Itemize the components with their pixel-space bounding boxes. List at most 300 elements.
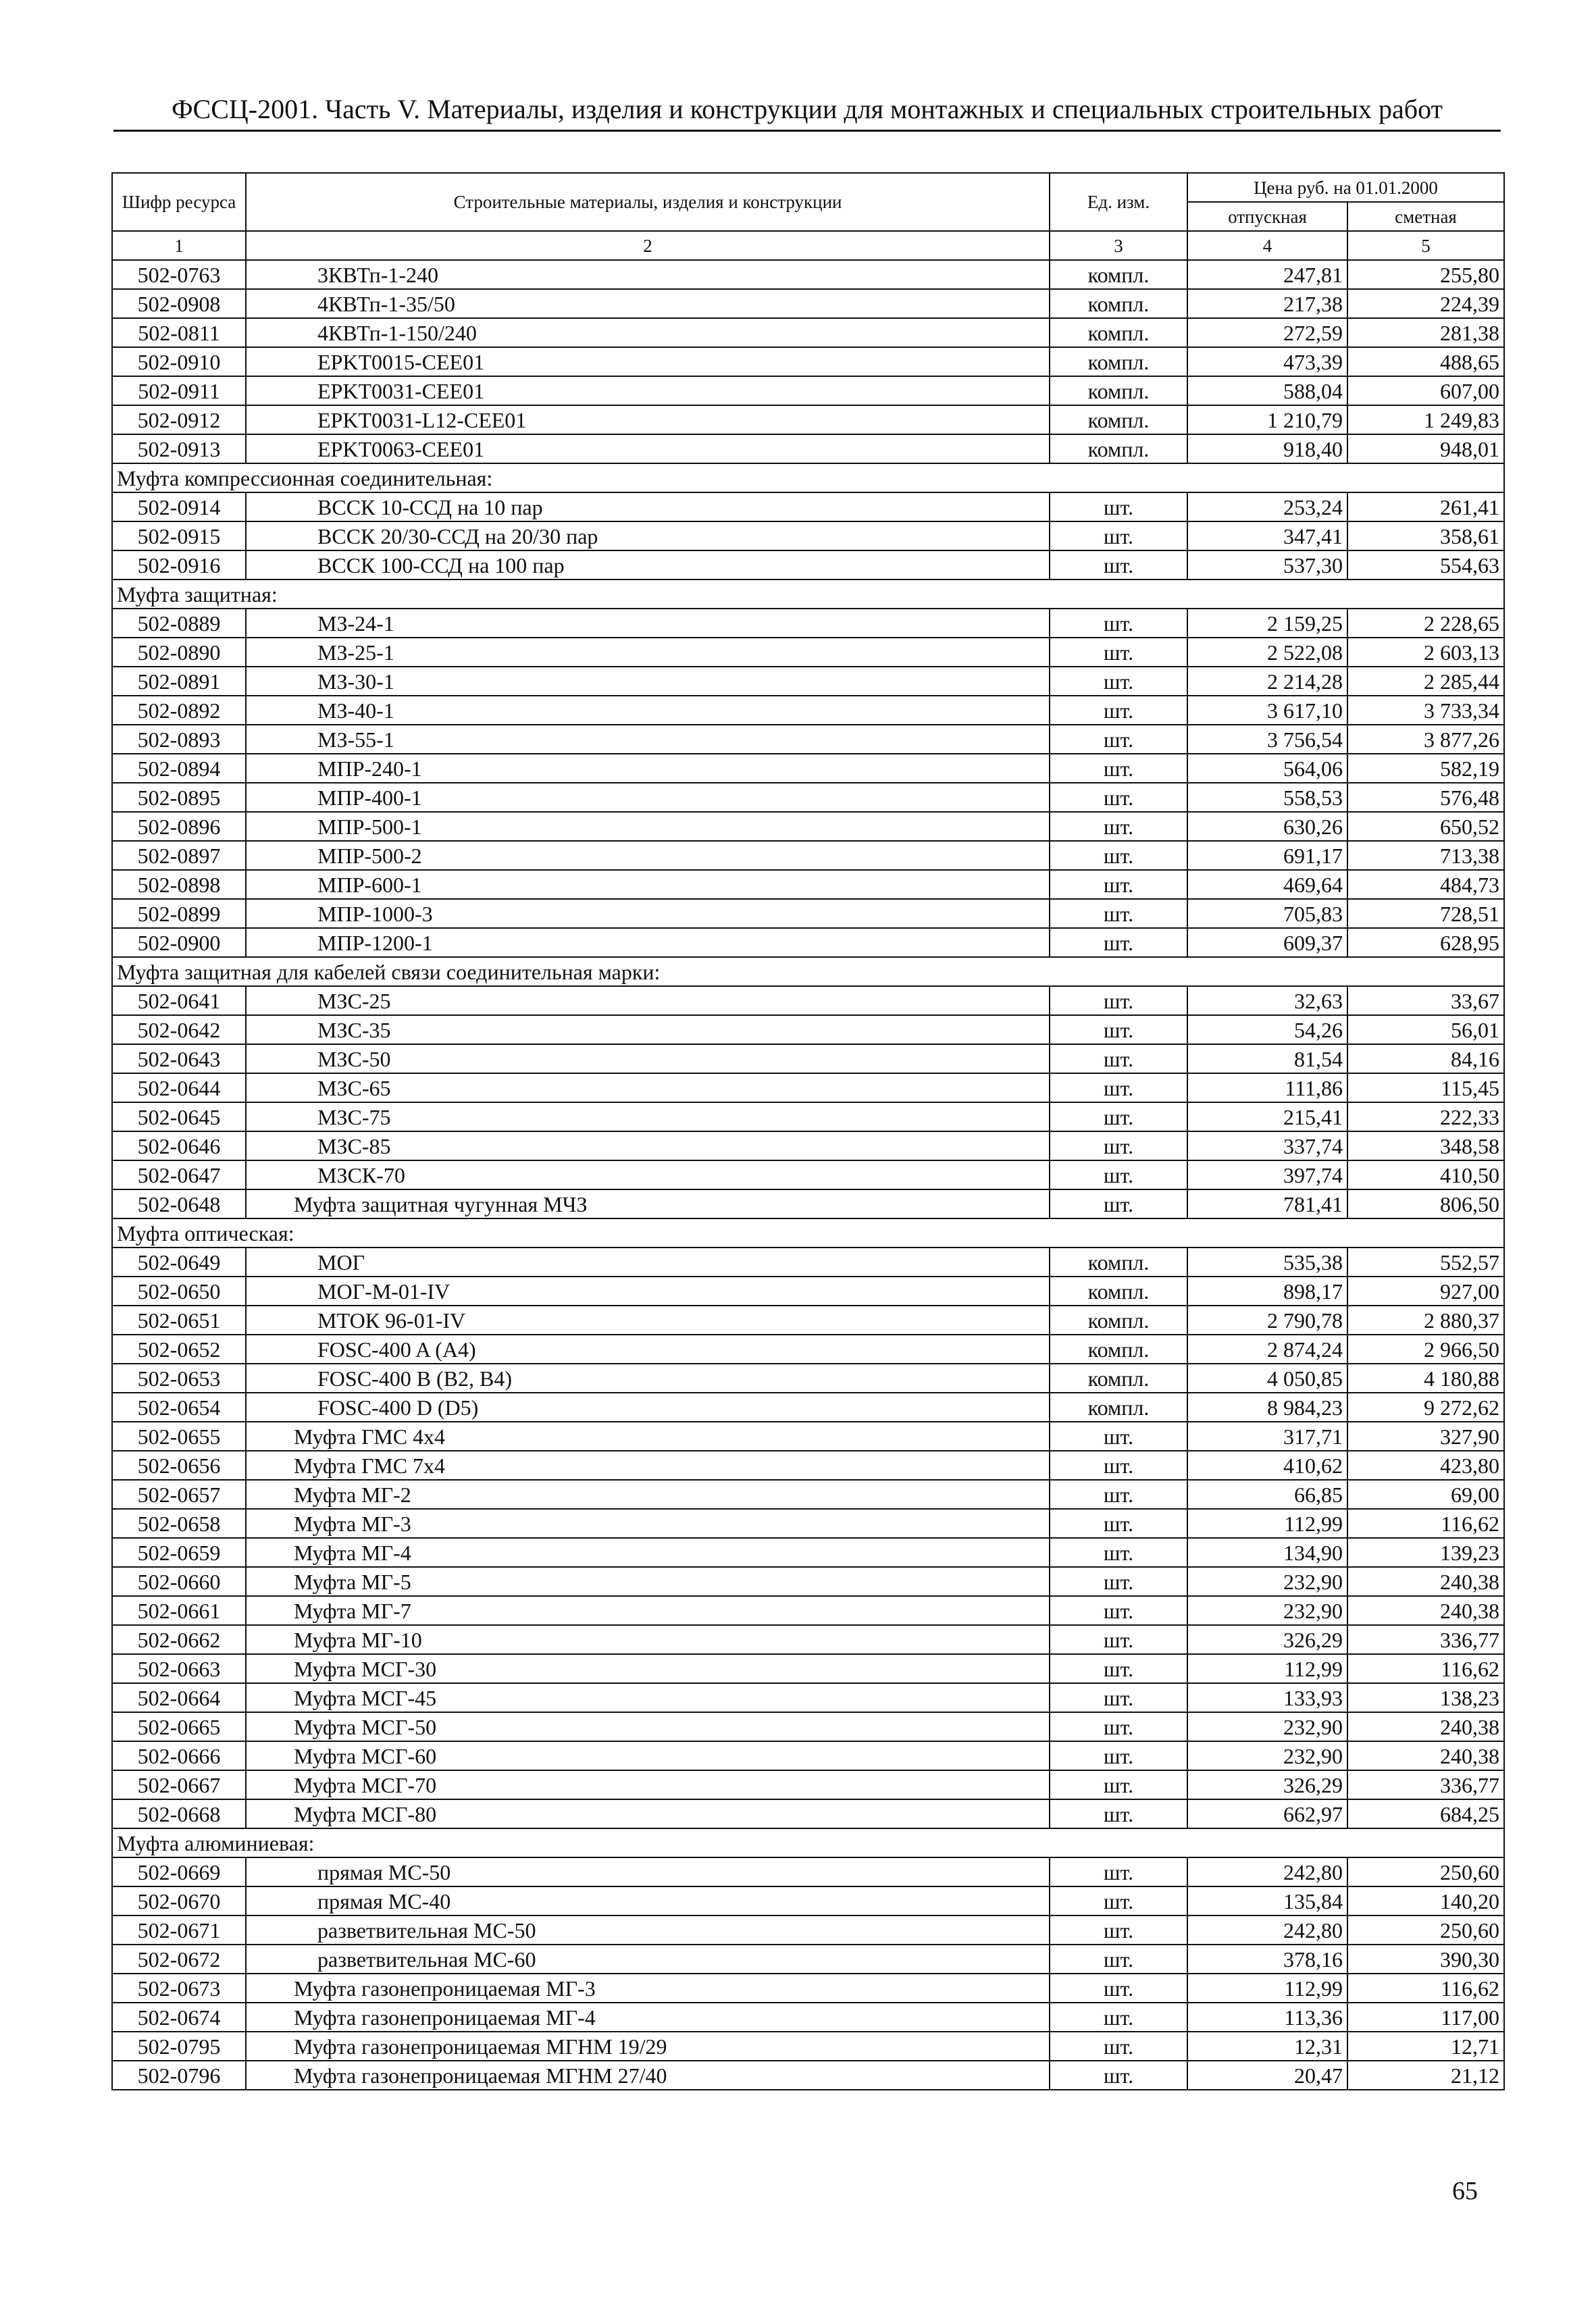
- estimate-price: 336,77: [1347, 1770, 1504, 1799]
- unit: шт.: [1050, 928, 1187, 957]
- resource-code: 502-0660: [112, 1567, 246, 1596]
- unit: шт.: [1050, 1741, 1187, 1770]
- material-name: Муфта МГ-2: [246, 1480, 1050, 1509]
- release-price: 337,74: [1187, 1131, 1347, 1160]
- release-price: 691,17: [1187, 841, 1347, 870]
- material-name: Муфта МГ-5: [246, 1567, 1050, 1596]
- estimate-price: 423,80: [1347, 1451, 1504, 1480]
- table-row: [112, 638, 1504, 667]
- table-row: [112, 1277, 1504, 1306]
- release-price: 2 522,08: [1187, 638, 1347, 667]
- resource-code: 502-0651: [112, 1306, 246, 1335]
- estimate-price: 576,48: [1347, 783, 1504, 812]
- estimate-price: 552,57: [1347, 1248, 1504, 1277]
- estimate-price: 327,90: [1347, 1422, 1504, 1451]
- material-name: МОГ: [246, 1248, 1050, 1277]
- estimate-price: 358,61: [1347, 521, 1504, 550]
- table-row: [112, 870, 1504, 899]
- material-name: прямая МС-50: [246, 1857, 1050, 1886]
- resource-code: 502-0665: [112, 1712, 246, 1741]
- table-row: [112, 289, 1504, 318]
- material-name: Муфта МГ-10: [246, 1625, 1050, 1654]
- resource-code: 502-0891: [112, 667, 246, 696]
- resource-code: 502-0899: [112, 899, 246, 928]
- table-row: [112, 2032, 1504, 2061]
- resource-code: 502-0646: [112, 1131, 246, 1160]
- table-row: [112, 318, 1504, 347]
- unit: шт.: [1050, 1015, 1187, 1044]
- resource-code: 502-0644: [112, 1073, 246, 1102]
- resource-code: 502-0664: [112, 1683, 246, 1712]
- unit: компл.: [1050, 1306, 1187, 1335]
- unit: компл.: [1050, 1393, 1187, 1422]
- release-price: 54,26: [1187, 1015, 1347, 1044]
- unit: шт.: [1050, 696, 1187, 725]
- header-estimate-price: сметная: [1347, 202, 1504, 231]
- release-price: 135,84: [1187, 1886, 1347, 1916]
- release-price: 781,41: [1187, 1189, 1347, 1218]
- estimate-price: 250,60: [1347, 1857, 1504, 1886]
- release-price: 326,29: [1187, 1625, 1347, 1654]
- table-row: [112, 1306, 1504, 1335]
- resource-code: 502-0663: [112, 1654, 246, 1683]
- unit: шт.: [1050, 1683, 1187, 1712]
- release-price: 66,85: [1187, 1480, 1347, 1509]
- estimate-price: 488,65: [1347, 347, 1504, 376]
- unit: компл.: [1050, 1364, 1187, 1393]
- unit: шт.: [1050, 1654, 1187, 1683]
- resource-code: 502-0916: [112, 550, 246, 580]
- resource-code: 502-0670: [112, 1886, 246, 1916]
- resource-code: 502-0895: [112, 783, 246, 812]
- material-name: МПР-500-2: [246, 841, 1050, 870]
- material-name: МЗСК-70: [246, 1160, 1050, 1189]
- table-row: [112, 1015, 1504, 1044]
- estimate-price: 116,62: [1347, 1509, 1504, 1538]
- estimate-price: 250,60: [1347, 1916, 1504, 1945]
- resource-code: 502-0668: [112, 1799, 246, 1828]
- table-row: [112, 754, 1504, 783]
- unit: шт.: [1050, 2032, 1187, 2061]
- estimate-price: 728,51: [1347, 899, 1504, 928]
- material-name: Муфта МСГ-30: [246, 1654, 1050, 1683]
- resource-code: 502-0893: [112, 725, 246, 754]
- material-name: Муфта МСГ-50: [246, 1712, 1050, 1741]
- unit: шт.: [1050, 521, 1187, 550]
- material-name: FOSC-400 B (B2, B4): [246, 1364, 1050, 1393]
- material-name: Муфта МСГ-80: [246, 1799, 1050, 1828]
- table-row: [112, 667, 1504, 696]
- column-number-4: 4: [1187, 231, 1347, 260]
- resource-code: 502-0654: [112, 1393, 246, 1422]
- unit: шт.: [1050, 1480, 1187, 1509]
- unit: шт.: [1050, 1857, 1187, 1886]
- table-row: [112, 783, 1504, 812]
- table-row: [112, 1945, 1504, 1974]
- unit: шт.: [1050, 1073, 1187, 1102]
- table-row: [112, 405, 1504, 434]
- estimate-price: 84,16: [1347, 1044, 1504, 1073]
- table-row: [112, 1393, 1504, 1422]
- unit: шт.: [1050, 1974, 1187, 2003]
- section-row: [112, 1828, 1504, 1857]
- resource-code: 502-0671: [112, 1916, 246, 1945]
- resource-code: 502-0915: [112, 521, 246, 550]
- unit: шт.: [1050, 1422, 1187, 1451]
- material-name: МЗС-85: [246, 1131, 1050, 1160]
- price-table: [111, 172, 1505, 2090]
- estimate-price: 684,25: [1347, 1799, 1504, 1828]
- material-name: ВССК 20/30-ССД на 20/30 пар: [246, 521, 1050, 550]
- release-price: 469,64: [1187, 870, 1347, 899]
- unit: шт.: [1050, 754, 1187, 783]
- unit: шт.: [1050, 1770, 1187, 1799]
- page-number: 65: [1452, 2177, 1478, 2205]
- material-name: 4КВТп-1-35/50: [246, 289, 1050, 318]
- material-name: МТОК 96-01-IV: [246, 1306, 1050, 1335]
- estimate-price: 224,39: [1347, 289, 1504, 318]
- material-name: Муфта защитная чугунная МЧЗ: [246, 1189, 1050, 1218]
- release-price: 588,04: [1187, 376, 1347, 405]
- estimate-price: 240,38: [1347, 1596, 1504, 1625]
- resource-code: 502-0900: [112, 928, 246, 957]
- table-row: [112, 1422, 1504, 1451]
- estimate-price: 261,41: [1347, 492, 1504, 521]
- table-row: [112, 1886, 1504, 1916]
- resource-code: 502-0912: [112, 405, 246, 434]
- release-price: 232,90: [1187, 1567, 1347, 1596]
- material-name: МЗ-24-1: [246, 609, 1050, 638]
- unit: шт.: [1050, 812, 1187, 841]
- material-name: МЗС-35: [246, 1015, 1050, 1044]
- estimate-price: 281,38: [1347, 318, 1504, 347]
- estimate-price: 582,19: [1347, 754, 1504, 783]
- unit: шт.: [1050, 1916, 1187, 1945]
- release-price: 112,99: [1187, 1974, 1347, 2003]
- material-name: МЗ-30-1: [246, 667, 1050, 696]
- table-row: [112, 812, 1504, 841]
- unit: шт.: [1050, 1799, 1187, 1828]
- resource-code: 502-0898: [112, 870, 246, 899]
- unit: компл.: [1050, 1277, 1187, 1306]
- release-price: 535,38: [1187, 1248, 1347, 1277]
- estimate-price: 650,52: [1347, 812, 1504, 841]
- release-price: 8 984,23: [1187, 1393, 1347, 1422]
- release-price: 326,29: [1187, 1770, 1347, 1799]
- estimate-price: 12,71: [1347, 2032, 1504, 2061]
- estimate-price: 222,33: [1347, 1102, 1504, 1131]
- table-row: [112, 725, 1504, 754]
- table-row: [112, 492, 1504, 521]
- resource-code: 502-0914: [112, 492, 246, 521]
- unit: компл.: [1050, 260, 1187, 289]
- release-price: 3 756,54: [1187, 725, 1347, 754]
- section-row: [112, 463, 1504, 492]
- table-row: [112, 1335, 1504, 1364]
- release-price: 537,30: [1187, 550, 1347, 580]
- estimate-price: 9 272,62: [1347, 1393, 1504, 1422]
- resource-code: 502-0650: [112, 1277, 246, 1306]
- material-name: Муфта ГМС 4х4: [246, 1422, 1050, 1451]
- unit: шт.: [1050, 841, 1187, 870]
- section-title: Муфта защитная:: [112, 580, 1504, 609]
- table-row: [112, 1509, 1504, 1538]
- estimate-price: 713,38: [1347, 841, 1504, 870]
- estimate-price: 140,20: [1347, 1886, 1504, 1916]
- resource-code: 502-0661: [112, 1596, 246, 1625]
- resource-code: 502-0910: [112, 347, 246, 376]
- material-name: МЗС-75: [246, 1102, 1050, 1131]
- material-name: МЗ-25-1: [246, 638, 1050, 667]
- release-price: 3 617,10: [1187, 696, 1347, 725]
- table-row: [112, 2003, 1504, 2032]
- unit: компл.: [1050, 1248, 1187, 1277]
- estimate-price: 240,38: [1347, 1741, 1504, 1770]
- release-price: 898,17: [1187, 1277, 1347, 1306]
- material-name: ВССК 10-ССД на 10 пар: [246, 492, 1050, 521]
- resource-code: 502-0655: [112, 1422, 246, 1451]
- release-price: 247,81: [1187, 260, 1347, 289]
- unit: компл.: [1050, 347, 1187, 376]
- table-row: [112, 1770, 1504, 1799]
- material-name: МПР-600-1: [246, 870, 1050, 899]
- unit: шт.: [1050, 1160, 1187, 1189]
- unit: шт.: [1050, 1102, 1187, 1131]
- release-price: 217,38: [1187, 289, 1347, 318]
- table-row: [112, 1916, 1504, 1945]
- estimate-price: 806,50: [1347, 1189, 1504, 1218]
- table-column-numbers-row: [112, 231, 1504, 260]
- table-row: [112, 1189, 1504, 1218]
- release-price: 2 214,28: [1187, 667, 1347, 696]
- resource-code: 502-0662: [112, 1625, 246, 1654]
- estimate-price: 56,01: [1347, 1015, 1504, 1044]
- release-price: 378,16: [1187, 1945, 1347, 1974]
- release-price: 473,39: [1187, 347, 1347, 376]
- resource-code: 502-0763: [112, 260, 246, 289]
- section-title: Муфта алюминиевая:: [112, 1828, 1504, 1857]
- material-name: Муфта МСГ-70: [246, 1770, 1050, 1799]
- release-price: 232,90: [1187, 1741, 1347, 1770]
- header-rule: [113, 130, 1501, 132]
- price-table-body: [112, 173, 1504, 2090]
- estimate-price: 115,45: [1347, 1073, 1504, 1102]
- estimate-price: 3 877,26: [1347, 725, 1504, 754]
- material-name: Муфта газонепроницаемая МГНМ 19/29: [246, 2032, 1050, 2061]
- resource-code: 502-0645: [112, 1102, 246, 1131]
- release-price: 609,37: [1187, 928, 1347, 957]
- table-row: [112, 1683, 1504, 1712]
- table-row: [112, 1596, 1504, 1625]
- estimate-price: 255,80: [1347, 260, 1504, 289]
- release-price: 134,90: [1187, 1538, 1347, 1567]
- release-price: 662,97: [1187, 1799, 1347, 1828]
- unit: шт.: [1050, 1044, 1187, 1073]
- resource-code: 502-0796: [112, 2061, 246, 2090]
- estimate-price: 117,00: [1347, 2003, 1504, 2032]
- material-name: МЗ-40-1: [246, 696, 1050, 725]
- release-price: 20,47: [1187, 2061, 1347, 2090]
- unit: шт.: [1050, 492, 1187, 521]
- resource-code: 502-0648: [112, 1189, 246, 1218]
- table-row: [112, 347, 1504, 376]
- resource-code: 502-0649: [112, 1248, 246, 1277]
- table-row: [112, 986, 1504, 1015]
- release-price: 2 790,78: [1187, 1306, 1347, 1335]
- material-name: МЗС-25: [246, 986, 1050, 1015]
- resource-code: 502-0656: [112, 1451, 246, 1480]
- estimate-price: 348,58: [1347, 1131, 1504, 1160]
- material-name: Муфта газонепроницаемая МГ-4: [246, 2003, 1050, 2032]
- unit: шт.: [1050, 609, 1187, 638]
- resource-code: 502-0669: [112, 1857, 246, 1886]
- release-price: 630,26: [1187, 812, 1347, 841]
- table-row: [112, 1160, 1504, 1189]
- material-name: Муфта МГ-3: [246, 1509, 1050, 1538]
- release-price: 705,83: [1187, 899, 1347, 928]
- table-row: [112, 521, 1504, 550]
- unit: шт.: [1050, 1886, 1187, 1916]
- release-price: 113,36: [1187, 2003, 1347, 2032]
- resource-code: 502-0643: [112, 1044, 246, 1073]
- resource-code: 502-0889: [112, 609, 246, 638]
- material-name: ВССК 100-ССД на 100 пар: [246, 550, 1050, 580]
- estimate-price: 484,73: [1347, 870, 1504, 899]
- estimate-price: 139,23: [1347, 1538, 1504, 1567]
- table-row: [112, 841, 1504, 870]
- header-unit: Ед. изм.: [1050, 173, 1187, 231]
- material-name: Муфта ГМС 7х4: [246, 1451, 1050, 1480]
- unit: шт.: [1050, 1131, 1187, 1160]
- material-name: разветвительная МС-60: [246, 1945, 1050, 1974]
- material-name: Муфта газонепроницаемая МГ-3: [246, 1974, 1050, 2003]
- table-row: [112, 1857, 1504, 1886]
- release-price: 242,80: [1187, 1916, 1347, 1945]
- unit: компл.: [1050, 434, 1187, 463]
- unit: компл.: [1050, 289, 1187, 318]
- release-price: 2 159,25: [1187, 609, 1347, 638]
- release-price: 347,41: [1187, 521, 1347, 550]
- estimate-price: 336,77: [1347, 1625, 1504, 1654]
- estimate-price: 607,00: [1347, 376, 1504, 405]
- estimate-price: 1 249,83: [1347, 405, 1504, 434]
- unit: шт.: [1050, 2061, 1187, 2090]
- material-name: 4КВТп-1-150/240: [246, 318, 1050, 347]
- unit: шт.: [1050, 870, 1187, 899]
- table-row: [112, 899, 1504, 928]
- material-name: Муфта МСГ-45: [246, 1683, 1050, 1712]
- column-number-3: 3: [1050, 231, 1187, 260]
- header-code: Шифр ресурса: [112, 173, 246, 231]
- table-row: [112, 1364, 1504, 1393]
- resource-code: 502-0913: [112, 434, 246, 463]
- unit: компл.: [1050, 318, 1187, 347]
- section-row: [112, 957, 1504, 986]
- table-row: [112, 1974, 1504, 2003]
- material-name: Муфта МСГ-60: [246, 1741, 1050, 1770]
- release-price: 111,86: [1187, 1073, 1347, 1102]
- estimate-price: 554,63: [1347, 550, 1504, 580]
- unit: шт.: [1050, 1945, 1187, 1974]
- resource-code: 502-0894: [112, 754, 246, 783]
- release-price: 133,93: [1187, 1683, 1347, 1712]
- unit: шт.: [1050, 725, 1187, 754]
- estimate-price: 4 180,88: [1347, 1364, 1504, 1393]
- table-row: [112, 609, 1504, 638]
- column-number-2: 2: [246, 231, 1050, 260]
- material-name: EPKT0063-CEE01: [246, 434, 1050, 463]
- resource-code: 502-0653: [112, 1364, 246, 1393]
- material-name: Муфта МГ-7: [246, 1596, 1050, 1625]
- estimate-price: 2 880,37: [1347, 1306, 1504, 1335]
- material-name: Муфта газонепроницаемая МГНМ 27/40: [246, 2061, 1050, 2090]
- estimate-price: 2 966,50: [1347, 1335, 1504, 1364]
- table-row: [112, 1538, 1504, 1567]
- resource-code: 502-0811: [112, 318, 246, 347]
- unit: шт.: [1050, 1189, 1187, 1218]
- material-name: EPKT0031-L12-CEE01: [246, 405, 1050, 434]
- resource-code: 502-0911: [112, 376, 246, 405]
- release-price: 4 050,85: [1187, 1364, 1347, 1393]
- section-title: Муфта компрессионная соединительная:: [112, 463, 1504, 492]
- material-name: МЗС-50: [246, 1044, 1050, 1073]
- table-row: [112, 376, 1504, 405]
- header-release-price: отпускная: [1187, 202, 1347, 231]
- unit: шт.: [1050, 1567, 1187, 1596]
- material-name: EPKT0031-CEE01: [246, 376, 1050, 405]
- table-row: [112, 1799, 1504, 1828]
- unit: шт.: [1050, 2003, 1187, 2032]
- release-price: 272,59: [1187, 318, 1347, 347]
- table-row: [112, 1102, 1504, 1131]
- unit: шт.: [1050, 1596, 1187, 1625]
- table-row: [112, 1248, 1504, 1277]
- estimate-price: 927,00: [1347, 1277, 1504, 1306]
- page-header-title: ФССЦ-2001. Часть V. Материалы, изделия и конструкции для монтажных и специальных строительных работ: [171, 94, 1443, 124]
- unit: шт.: [1050, 1509, 1187, 1538]
- resource-code: 502-0658: [112, 1509, 246, 1538]
- table-row: [112, 1131, 1504, 1160]
- table-header-row-1: [112, 173, 1504, 202]
- material-name: МПР-400-1: [246, 783, 1050, 812]
- unit: шт.: [1050, 1538, 1187, 1567]
- table-row: [112, 1480, 1504, 1509]
- table-row: [112, 1625, 1504, 1654]
- release-price: 410,62: [1187, 1451, 1347, 1480]
- table-row: [112, 1567, 1504, 1596]
- header-price: Цена руб. на 01.01.2000: [1187, 173, 1504, 202]
- estimate-price: 138,23: [1347, 1683, 1504, 1712]
- resource-code: 502-0667: [112, 1770, 246, 1799]
- resource-code: 502-0642: [112, 1015, 246, 1044]
- material-name: разветвительная МС-50: [246, 1916, 1050, 1945]
- release-price: 558,53: [1187, 783, 1347, 812]
- table-row: [112, 928, 1504, 957]
- resource-code: 502-0890: [112, 638, 246, 667]
- resource-code: 502-0674: [112, 2003, 246, 2032]
- release-price: 232,90: [1187, 1596, 1347, 1625]
- release-price: 2 874,24: [1187, 1335, 1347, 1364]
- material-name: прямая МС-40: [246, 1886, 1050, 1916]
- release-price: 32,63: [1187, 986, 1347, 1015]
- resource-code: 502-0666: [112, 1741, 246, 1770]
- release-price: 242,80: [1187, 1857, 1347, 1886]
- table-row: [112, 1073, 1504, 1102]
- table-row: [112, 1451, 1504, 1480]
- resource-code: 502-0659: [112, 1538, 246, 1567]
- table-row: [112, 1654, 1504, 1683]
- unit: шт.: [1050, 638, 1187, 667]
